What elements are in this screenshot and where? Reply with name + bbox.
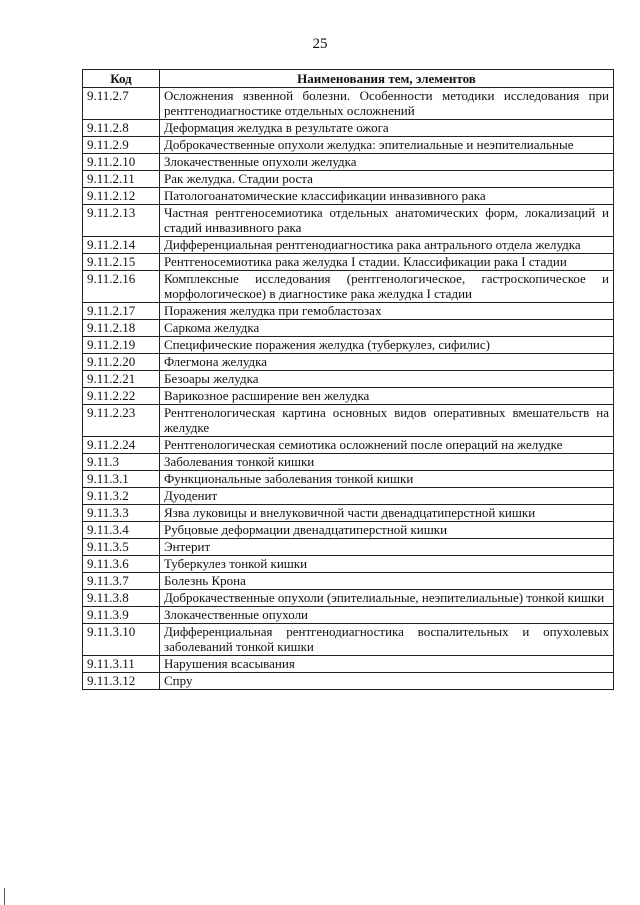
topic-name: Рентгеносемиотика рака желудка I стадии. Классификации рака I стадии xyxy=(160,254,614,271)
table-row xyxy=(83,137,614,154)
topic-name: Злокачественные опухоли xyxy=(160,607,614,624)
topic-name: Энтерит xyxy=(160,539,614,556)
topic-code: 9.11.3.12 xyxy=(83,673,160,690)
column-header-name: Наименования тем, элементов xyxy=(160,70,614,88)
topic-code: 9.11.2.12 xyxy=(83,188,160,205)
topic-code: 9.11.2.21 xyxy=(83,371,160,388)
topic-code: 9.11.2.20 xyxy=(83,354,160,371)
table-row xyxy=(83,556,614,573)
topic-name: Доброкачественные опухоли желудка: эпителиальные и неэпителиальные xyxy=(160,137,614,154)
topic-name: Рентгенологическая семиотика осложнений после операций на желудке xyxy=(160,437,614,454)
table-row xyxy=(83,405,614,437)
topic-code: 9.11.2.14 xyxy=(83,237,160,254)
table-row xyxy=(83,590,614,607)
topic-name: Специфические поражения желудка (туберкулез, сифилис) xyxy=(160,337,614,354)
table-row xyxy=(83,171,614,188)
topic-code: 9.11.3.11 xyxy=(83,656,160,673)
table-row xyxy=(83,607,614,624)
topic-code: 9.11.3.8 xyxy=(83,590,160,607)
topic-code: 9.11.3 xyxy=(83,454,160,471)
topic-name: Функциональные заболевания тонкой кишки xyxy=(160,471,614,488)
topic-name: Дифференциальная рентгенодиагностика рака антрального отдела желудка xyxy=(160,237,614,254)
topic-code: 9.11.3.6 xyxy=(83,556,160,573)
table-body xyxy=(83,88,614,690)
table-header-row xyxy=(83,70,614,88)
table-row xyxy=(83,303,614,320)
topic-name: Рентгенологическая картина основных видов оперативных вмешательств на желудке xyxy=(160,405,614,437)
topic-name: Злокачественные опухоли желудка xyxy=(160,154,614,171)
topic-code: 9.11.3.9 xyxy=(83,607,160,624)
topic-name: Саркома желудка xyxy=(160,320,614,337)
table-row xyxy=(83,205,614,237)
topic-name: Патологоанатомические классификации инвазивного рака xyxy=(160,188,614,205)
table-row xyxy=(83,656,614,673)
table-row xyxy=(83,188,614,205)
table-row xyxy=(83,539,614,556)
table-row xyxy=(83,354,614,371)
topic-name: Доброкачественные опухоли (эпителиальные, неэпителиальные) тонкой кишки xyxy=(160,590,614,607)
table-row xyxy=(83,437,614,454)
topic-name: Нарушения всасывания xyxy=(160,656,614,673)
table-row xyxy=(83,522,614,539)
topic-code: 9.11.2.17 xyxy=(83,303,160,320)
topic-code: 9.11.2.23 xyxy=(83,405,160,437)
topic-name: Осложнения язвенной болезни. Особенности методики исследования при рентгенодиагностике отдельных осложнений xyxy=(160,88,614,120)
page-number: 25 xyxy=(312,36,328,52)
topic-code: 9.11.2.22 xyxy=(83,388,160,405)
topic-code: 9.11.2.10 xyxy=(83,154,160,171)
topic-name: Частная рентгеносемиотика отдельных анатомических форм, локализаций и стадий инвазивного рака xyxy=(160,205,614,237)
topic-name: Болезнь Крона xyxy=(160,573,614,590)
topic-name: Поражения желудка при гемобластозах xyxy=(160,303,614,320)
column-header-code: Код xyxy=(83,70,160,88)
topic-code: 9.11.3.4 xyxy=(83,522,160,539)
topic-name: Деформация желудка в результате ожога xyxy=(160,120,614,137)
topic-code: 9.11.3.1 xyxy=(83,471,160,488)
topic-name: Безоары желудка xyxy=(160,371,614,388)
table-row xyxy=(83,505,614,522)
topic-code: 9.11.3.3 xyxy=(83,505,160,522)
table-row xyxy=(83,88,614,120)
topic-code: 9.11.2.15 xyxy=(83,254,160,271)
topic-code: 9.11.3.10 xyxy=(83,624,160,656)
topic-code: 9.11.2.18 xyxy=(83,320,160,337)
topic-code: 9.11.2.19 xyxy=(83,337,160,354)
table-row xyxy=(83,673,614,690)
table-row xyxy=(83,320,614,337)
topic-code: 9.11.3.5 xyxy=(83,539,160,556)
table-row xyxy=(83,371,614,388)
topic-name: Заболевания тонкой кишки xyxy=(160,454,614,471)
topic-code: 9.11.2.24 xyxy=(83,437,160,454)
table-row xyxy=(83,454,614,471)
topic-code: 9.11.2.8 xyxy=(83,120,160,137)
topic-code: 9.11.2.16 xyxy=(83,271,160,303)
table-row xyxy=(83,271,614,303)
topic-name: Спру xyxy=(160,673,614,690)
table-row xyxy=(83,237,614,254)
table-row xyxy=(83,254,614,271)
topic-name: Флегмона желудка xyxy=(160,354,614,371)
topic-code: 9.11.2.11 xyxy=(83,171,160,188)
topic-name: Туберкулез тонкой кишки xyxy=(160,556,614,573)
table-row xyxy=(83,471,614,488)
table-row xyxy=(83,120,614,137)
topic-code: 9.11.3.2 xyxy=(83,488,160,505)
topic-name: Рак желудка. Стадии роста xyxy=(160,171,614,188)
topics-table xyxy=(82,69,614,690)
topic-name: Дифференциальная рентгенодиагностика воспалительных и опухолевых заболеваний тонкой кишки xyxy=(160,624,614,656)
table-row xyxy=(83,624,614,656)
table-row xyxy=(83,388,614,405)
topic-name: Язва луковицы и внелуковичной части двенадцатиперстной кишки xyxy=(160,505,614,522)
table-row xyxy=(83,337,614,354)
table-row xyxy=(83,488,614,505)
topic-code: 9.11.2.9 xyxy=(83,137,160,154)
topic-name: Комплексные исследования (рентгенологическое, гастроскопическое и морфологическое) в диагностике рака желудка I стадии xyxy=(160,271,614,303)
table-row xyxy=(83,573,614,590)
topic-code: 9.11.3.7 xyxy=(83,573,160,590)
topic-code: 9.11.2.7 xyxy=(83,88,160,120)
topic-name: Варикозное расширение вен желудка xyxy=(160,388,614,405)
scan-edge-mark xyxy=(4,888,5,905)
topic-name: Дуоденит xyxy=(160,488,614,505)
topic-name: Рубцовые деформации двенадцатиперстной кишки xyxy=(160,522,614,539)
topic-code: 9.11.2.13 xyxy=(83,205,160,237)
table-row xyxy=(83,154,614,171)
